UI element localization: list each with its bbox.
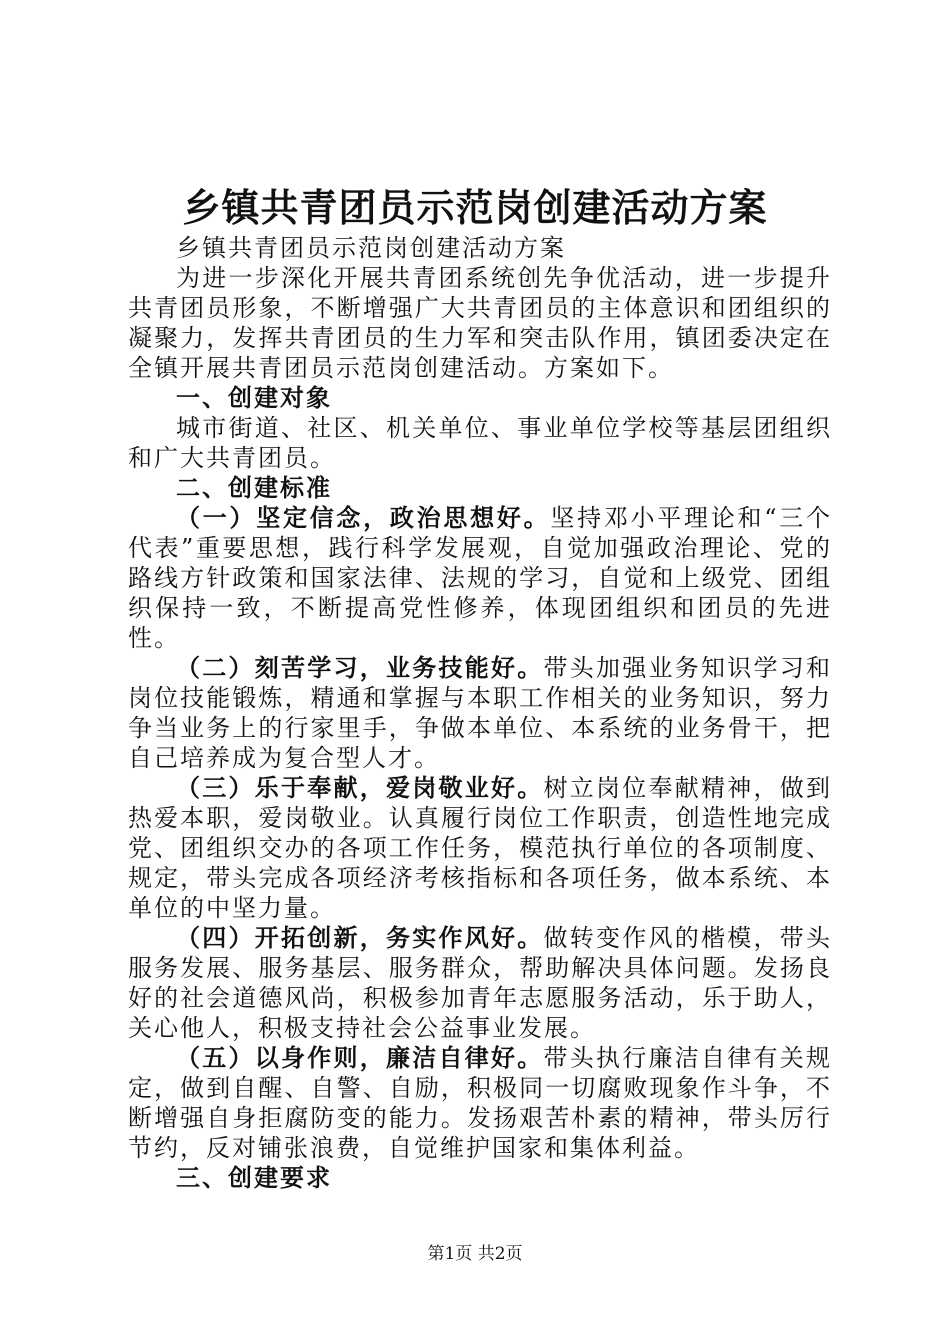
standard-lead: （二）刻苦学习，业务技能好。 <box>176 654 544 682</box>
standard-lead: （五）以身作则，廉洁自律好。 <box>176 1044 544 1072</box>
document-subtitle: 乡镇共青团员示范岗创建活动方案 <box>176 234 566 262</box>
standard-text: 带头加强业务知识学习和岗位技能锻炼，精通和掌握与本职工作相关的业务知识，努力争当业务上的行家里手，争做本单位、本系统的业务骨干，把自己培养成为复合型人才。 <box>128 654 832 772</box>
standard-text: 做转变作风的楷模，带头服务发展、服务基层、服务群众，帮助解决具体问题。发扬良好的社会道德风尚，积极参加青年志愿服务活动，乐于助人，关心他人，积极支持社会公益事业发展。 <box>128 924 832 1042</box>
section-heading-requirements: 三、创建要求 <box>176 1164 332 1192</box>
standard-text: 树立岗位奉献精神，做到热爱本职，爱岗敬业。认真履行岗位工作职责，创造性地完成党、团组织交办的各项工作任务，模范执行单位的各项制度、规定，带头完成各项经济考核指标和各项任务，做本系统、本单位的中坚力量。 <box>128 774 832 922</box>
standard-text: 坚持邓小平理论和“三个代表”重要思想，践行科学发展观，自觉加强政治理论、党的路线方针政策和国家法律、法规的学习，自觉和上级党、团组织保持一致，不断提高党性修养，体现团组织和团员的先进性。 <box>128 504 832 652</box>
standard-lead: （三）乐于奉献，爱岗敬业好。 <box>176 774 544 802</box>
standard-item-3 <box>128 773 832 923</box>
standard-lead: （四）开拓创新，务实作风好。 <box>176 924 544 952</box>
targets-paragraph: 城市街道、社区、机关单位、事业单位学校等基层团组织和广大共青团员。 <box>128 414 832 472</box>
standard-item-5 <box>128 1043 832 1163</box>
intro-paragraph: 为进一步深化开展共青团系统创先争优活动，进一步提升共青团员形象，不断增强广大共青团员的主体意识和团组织的凝聚力，发挥共青团员的生力军和突击队作用，镇团委决定在全镇开展共青团员示范岗创建活动。方案如下。 <box>128 264 832 382</box>
section-heading-targets: 一、创建对象 <box>176 384 332 412</box>
document-title: 乡镇共青团员示范岗创建活动方案 <box>182 186 768 230</box>
standard-item-2 <box>128 653 832 773</box>
document-body <box>128 233 832 1193</box>
page-footer: 第1页 共2页 <box>427 1244 523 1264</box>
standard-lead: （一）坚定信念，政治思想好。 <box>176 504 551 532</box>
standard-item-1 <box>128 503 832 653</box>
section-heading-standards: 二、创建标准 <box>176 474 332 502</box>
standard-item-4 <box>128 923 832 1043</box>
standard-text: 带头执行廉洁自律有关规定，做到自醒、自警、自励，积极同一切腐败现象作斗争，不断增强自身拒腐防变的能力。发扬艰苦朴素的精神，带头厉行节约，反对铺张浪费，自觉维护国家和集体利益。 <box>128 1044 832 1162</box>
